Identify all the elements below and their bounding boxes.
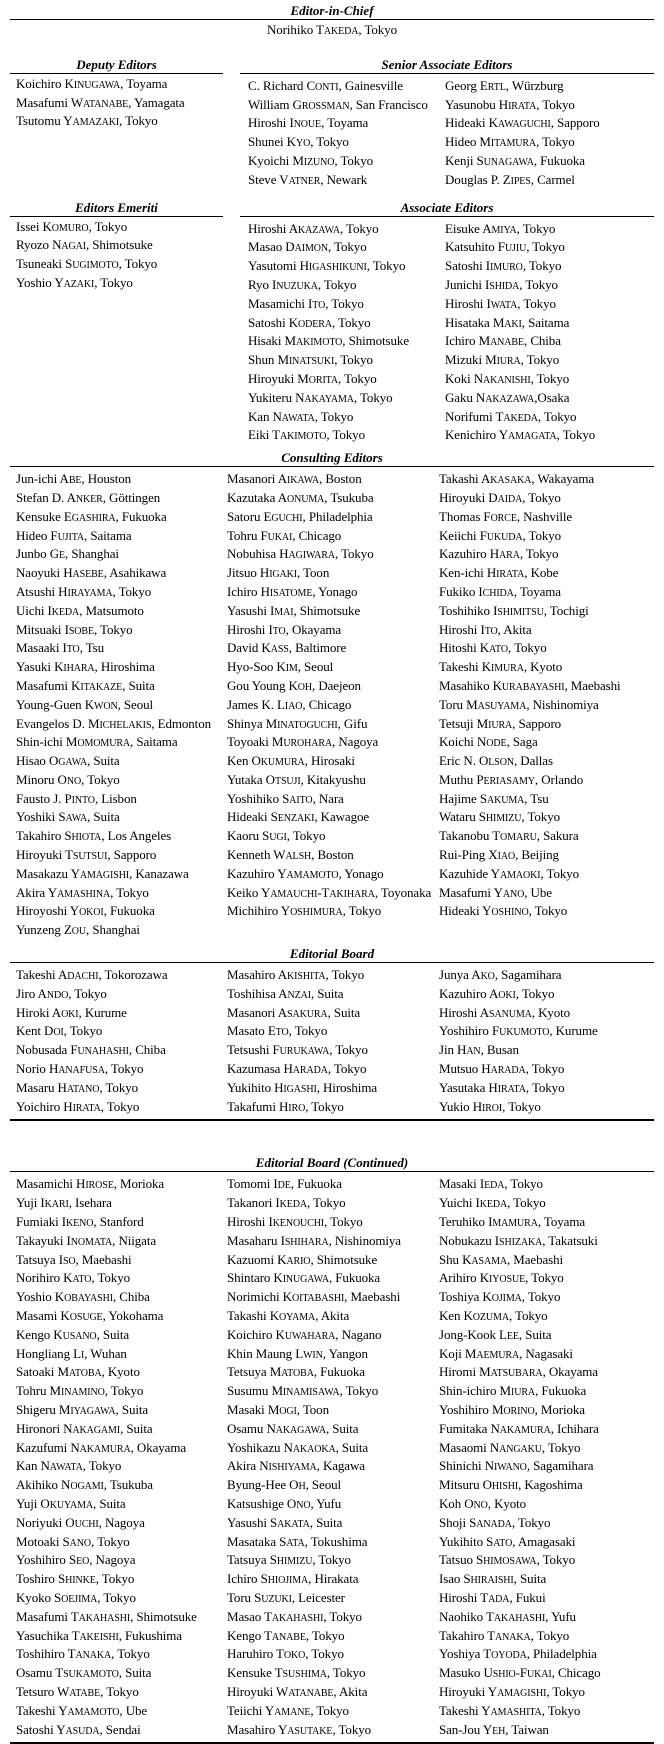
editor-entry: Masato ETO, Tokyo xyxy=(227,1023,328,1039)
editor-entry: Koichiro KUWAHARA, Nagano xyxy=(227,1326,382,1342)
editor-entry: Katsuhito FUJIU, Tokyo xyxy=(445,239,565,255)
editor-entry: Yoshiki SAWA, Suita xyxy=(16,809,120,825)
editor-entry: Toru SUZUKI, Leicester xyxy=(227,1589,345,1605)
editor-entry: Tetsuya MATOBA, Fukuoka xyxy=(227,1364,365,1380)
editor-entry: Fumiaki IKENO, Stanford xyxy=(16,1214,144,1230)
editor-entry: Hiroshi INOUE, Toyama xyxy=(248,115,369,131)
editor-entry: Shin-ichi MOMOMURA, Saitama xyxy=(16,734,178,750)
editor-entry: Hiroki AOKI, Kurume xyxy=(16,1004,127,1020)
editor-entry: Masuko USHIO-FUKAI, Chicago xyxy=(439,1665,601,1681)
editorial-board-continued-col-2 xyxy=(227,1174,439,1740)
editor-entry: Arihiro KIYOSUE, Tokyo xyxy=(439,1270,564,1286)
editor-entry: C. Richard CONTI, Gainesville xyxy=(248,77,403,93)
editor-entry: Koji MAEMURA, Nagasaki xyxy=(439,1345,573,1361)
editor-entry: Takeshi YAMAMOTO, Ube xyxy=(16,1702,148,1718)
editor-entry: Hajime SAKUMA, Tsu xyxy=(439,790,549,806)
editor-entry: Satoshi YASUDA, Sendai xyxy=(16,1721,141,1737)
editor-entry: Tetsushi FURUKAWA, Tokyo xyxy=(227,1042,368,1058)
editor-entry: Kan NAWATA, Tokyo xyxy=(16,1458,122,1474)
editor-entry: Takanori IKEDA, Tokyo xyxy=(227,1195,346,1211)
editor-entry: Tohru FUKAI, Chicago xyxy=(227,527,342,543)
editor-entry: Yoshikazu NAKAOKA, Suita xyxy=(227,1439,369,1455)
editor-entry: Atsushi HIRAYAMA, Tokyo xyxy=(16,583,152,599)
editor-entry: Yutaka OTSUJI, Kitakyushu xyxy=(227,771,366,787)
editor-entry: Tatsuya ISO, Maebashi xyxy=(16,1251,132,1267)
editor-entry: Masamichi ITO, Tokyo xyxy=(248,295,364,311)
section-editorial-board-continued xyxy=(10,1155,654,1744)
editor-entry: Michihiro YOSHIMURA, Tokyo xyxy=(227,903,382,919)
editorial-board-continued-columns xyxy=(10,1172,654,1740)
editor-entry: Tetsuji MIURA, Sapporo xyxy=(439,715,562,731)
editor-entry: Yunzeng ZOU, Shanghai xyxy=(16,922,140,938)
editor-entry: Satoru EGUCHI, Philadelphia xyxy=(227,508,373,524)
editor-entry: William GROSSMAN, San Francisco xyxy=(248,96,428,112)
editor-entry: Kazufumi NAKAMURA, Okayama xyxy=(16,1439,187,1455)
section-title-editorial-board: Editorial Board xyxy=(10,946,654,963)
editor-entry: Satoshi IIMURO, Tokyo xyxy=(445,258,562,274)
editor-entry: Hiroshi TADA, Fukui xyxy=(439,1589,546,1605)
editor-entry: Hiroshi IKENOUCHI, Tokyo xyxy=(227,1214,363,1230)
editor-entry: Yoshihiro MORINO, Morioka xyxy=(439,1402,585,1417)
editor-entry: Evangelos D. MICHELAKIS, Edmonton xyxy=(16,715,211,731)
editor-entry: Shintaro KINUGAWA, Fukuoka xyxy=(227,1270,381,1286)
editor-entry: Masakazu YAMAGISHI, Kanazawa xyxy=(16,865,189,881)
editor-entry: Yoshihiko SAITO, Nara xyxy=(227,790,344,806)
editor-entry: Hiromi MATSUBARA, Okayama xyxy=(439,1364,598,1380)
editor-entry: Eric N. OLSON, Dallas xyxy=(439,753,553,769)
editor-entry: Yasushi IMAI, Shimotsuke xyxy=(227,602,361,618)
editor-entry: Kenneth WALSH, Boston xyxy=(227,847,354,863)
band-emeriti-associate xyxy=(10,200,654,447)
editor-entry: Yuji IKARI, Isehara xyxy=(16,1195,112,1211)
editor-entry: Kazuhiro AOKI, Tokyo xyxy=(439,985,555,1001)
consulting-editors-columns xyxy=(10,467,654,941)
editor-entry: Hiroyoshi YOKOI, Fukuoka xyxy=(16,903,155,919)
editor-entry: Toshihiko ISHIMITSU, Tochigi xyxy=(439,602,589,618)
editor-entry: Haruhiro TOKO, Tokyo xyxy=(227,1646,344,1662)
editor-entry: Keiko YAMAUCHI-TAKIHARA, Toyonaka xyxy=(227,884,432,900)
editor-entry: Ken-ichi HIRATA, Kobe xyxy=(439,565,559,581)
consulting-editors-col-3 xyxy=(439,469,654,941)
editor-entry: Shunei KYO, Tokyo xyxy=(248,134,349,150)
editor-entry: Hiroshi ASANUMA, Kyoto xyxy=(439,1004,571,1020)
editor-entry: Takashi KOYAMA, Akita xyxy=(227,1308,350,1324)
senior-associate-editors-col-1 xyxy=(248,76,445,191)
editor-entry: Yukiteru NAKAYAMA, Tokyo xyxy=(248,389,393,405)
editor-entry: Junbo GE, Shanghai xyxy=(16,546,119,562)
editor-entry: Koichi NODE, Saga xyxy=(439,734,538,750)
editor-entry: Ken KOZUMA, Tokyo xyxy=(439,1308,548,1324)
editor-entry: Byung-Hee OH, Seoul xyxy=(227,1477,342,1493)
editor-entry: Ichiro HISATOME, Yonago xyxy=(227,583,358,599)
editor-entry: Osamu TSUKAMOTO, Suita xyxy=(16,1665,152,1681)
editor-entry: Isao SHIRAISHI, Suita xyxy=(439,1571,547,1587)
editor-entry: Kazuhiro YAMAMOTO, Yonago xyxy=(227,865,384,881)
editor-entry: Akira YAMASHINA, Tokyo xyxy=(16,884,149,900)
editor-entry: James K. LIAO, Chicago xyxy=(227,696,352,712)
editor-entry: Noriyuki OUCHI, Nagoya xyxy=(16,1514,145,1530)
editor-entry: Takeshi ADACHI, Tokorozawa xyxy=(16,967,168,983)
editor-entry: Tohru MINAMINO, Tokyo xyxy=(16,1383,144,1399)
editor-entry: Takashi AKASAKA, Wakayama xyxy=(439,471,595,487)
editor-entry: Hideaki KAWAGUCHI, Sapporo xyxy=(445,115,600,131)
editor-entry: Eiki TAKIMOTO, Tokyo xyxy=(248,427,365,443)
editor-entry: Ichiro SHIOJIMA, Hirakata xyxy=(227,1571,359,1587)
editor-entry: Akira NISHIYAMA, Kagawa xyxy=(227,1458,365,1474)
editor-entry: Kenji SUNAGAWA, Fukuoka xyxy=(445,152,585,168)
senior-associate-editors-col-2 xyxy=(445,76,654,191)
editorial-board-continued-col-1 xyxy=(16,1174,227,1740)
section-consulting-editors xyxy=(10,450,654,941)
editor-entry: Hideo MITAMURA, Tokyo xyxy=(445,134,575,150)
editor-entry: Steve VATNER, Newark xyxy=(248,171,368,187)
editor-entry: Hiroyuki TSUTSUI, Sapporo xyxy=(16,847,157,863)
editor-entry: Masaru HATANO, Tokyo xyxy=(16,1079,139,1095)
editor-entry: Issei KOMURO, Tokyo xyxy=(16,218,128,234)
editor-entry: Shoji SANADA, Tokyo xyxy=(439,1514,551,1530)
editor-entry: Yuichi IKEDA, Tokyo xyxy=(439,1195,546,1211)
editor-entry: Masahiro AKISHITA, Tokyo xyxy=(227,967,365,983)
editor-entry: Shigeru MIYAGAWA, Suita xyxy=(16,1402,149,1417)
consulting-editors-col-2 xyxy=(227,469,439,941)
editor-entry: Koh ONO, Kyoto xyxy=(439,1495,527,1511)
editor-entry: Masaki IEDA, Tokyo xyxy=(439,1176,543,1192)
editor-entry: Kensuke EGASHIRA, Fukuoka xyxy=(16,508,167,524)
editor-entry: Masamichi HIROSE, Morioka xyxy=(16,1176,165,1192)
editor-entry: Tomomi IDE, Fukuoka xyxy=(227,1176,342,1192)
editor-entry: Douglas P. ZIPES, Carmel xyxy=(445,171,575,187)
section-title-deputy-editors: Deputy Editors xyxy=(10,57,223,74)
editor-entry: Naohiko TAKAHASHI, Yufu xyxy=(439,1608,576,1624)
editor-entry: Norifumi TAKEDA, Tokyo xyxy=(445,408,577,424)
editor-entry: Shun MINATSUKI, Tokyo xyxy=(248,352,373,368)
editor-entry: Ryo INUZUKA, Tokyo xyxy=(248,276,357,292)
editor-entry: Mutsuo HARADA, Tokyo xyxy=(439,1061,565,1077)
editor-entry: Tetsuro WATABE, Tokyo xyxy=(16,1683,139,1699)
editorial-board-col-1 xyxy=(16,965,227,1117)
editor-entry: Mitsuru OHISHI, Kagoshima xyxy=(439,1477,583,1493)
editor-entry: Masaharu ISHIHARA, Nishinomiya xyxy=(227,1232,401,1248)
editor-entry: Hiroyuki MORITA, Tokyo xyxy=(248,370,377,386)
editor-entry: Jong-Kook LEE, Suita xyxy=(439,1326,552,1342)
editor-entry: Kaoru SUGI, Tokyo xyxy=(227,828,326,844)
editor-entry: Hideaki YOSHINO, Tokyo xyxy=(439,903,568,919)
editor-entry: Yuji OKUYAMA, Suita xyxy=(16,1495,126,1511)
editor-entry: Kazutaka AONUMA, Tsukuba xyxy=(227,489,374,505)
editor-entry: Motoaki SANO, Tokyo xyxy=(16,1533,130,1549)
editor-entry: Yoshio YAZAKI, Tokyo xyxy=(16,274,133,290)
editor-entry: Takahiro SHIOTA, Los Angeles xyxy=(16,828,172,844)
associate-editors-col-1 xyxy=(248,219,445,447)
editor-entry: Hiroshi IWATA, Tokyo xyxy=(445,295,556,311)
section-editor-in-chief xyxy=(10,3,654,41)
editor-entry: Jiro ANDO, Tokyo xyxy=(16,985,107,1001)
editor-entry: Hideaki SENZAKI, Kawagoe xyxy=(227,809,370,825)
editor-entry: Masao TAKAHASHI, Tokyo xyxy=(227,1608,362,1624)
editor-entry: Akihiko NOGAMI, Tsukuba xyxy=(16,1477,153,1493)
associate-editors-columns xyxy=(240,217,654,447)
editor-entry: Tsutomu YAMAZAKI, Tokyo xyxy=(16,113,158,129)
editor-entry: Kazuhide YAMAOKI, Tokyo xyxy=(439,865,580,881)
editor-entry: Yoshihiro FUKUMOTO, Kurume xyxy=(439,1023,598,1039)
editor-entry: Uichi IKEDA, Matsumoto xyxy=(16,602,144,618)
editor-entry: Hiroshi AKAZAWA, Tokyo xyxy=(248,220,379,236)
editor-entry: Thomas FORCE, Nashville xyxy=(439,508,573,524)
section-associate-editors xyxy=(240,200,654,447)
editor-entry: Gaku NAKAZAWA,Osaka xyxy=(445,389,570,405)
editor-entry: Hisao OGAWA, Suita xyxy=(16,753,120,769)
editor-entry: Masanori AIKAWA, Boston xyxy=(227,471,362,487)
editorial-board-col-2 xyxy=(227,965,439,1117)
band-deputy-senior xyxy=(10,57,654,191)
editor-entry: Yoichiro HIRATA, Tokyo xyxy=(16,1098,140,1114)
editor-entry: Yasutomi HIGASHIKUNI, Tokyo xyxy=(248,258,406,274)
section-title-consulting-editors: Consulting Editors xyxy=(10,450,654,467)
editor-entry: Stefan D. ANKER, Göttingen xyxy=(16,489,161,505)
editor-entry: Teiichi YAMANE, Tokyo xyxy=(227,1702,349,1718)
editor-entry: Koichiro KINUGAWA, Toyama xyxy=(16,75,168,91)
editor-entry: Junya AKO, Sagamihara xyxy=(439,967,562,983)
editor-entry: Takeshi KIMURA, Kyoto xyxy=(439,659,563,675)
editor-entry: Mizuki MIURA, Tokyo xyxy=(445,352,560,368)
editor-entry: Ichiro MANABE, Chiba xyxy=(445,333,561,349)
editor-entry: Teruhiko IMAMURA, Toyama xyxy=(439,1214,586,1230)
editor-entry: Masahiro YASUTAKE, Tokyo xyxy=(227,1721,372,1737)
editor-entry: Norihiro KATO, Tokyo xyxy=(16,1270,130,1286)
editor-entry: Yukio HIROI, Tokyo xyxy=(439,1098,541,1114)
editor-entry: Wataru SHIMIZU, Tokyo xyxy=(439,809,561,825)
editor-entry: Tatsuo SHIMOSAWA, Tokyo xyxy=(439,1552,576,1568)
editor-entry: Junichi ISHIDA, Tokyo xyxy=(445,276,558,292)
editor-entry: Masami KOSUGE, Yokohama xyxy=(16,1308,164,1324)
editor-entry: Yasunobu HIRATA, Tokyo xyxy=(445,96,575,112)
editor-entry: Minoru ONO, Tokyo xyxy=(16,771,120,787)
editor-entry: Fukiko ICHIDA, Toyama xyxy=(439,583,561,599)
editor-entry: Masataka SATA, Tokushima xyxy=(227,1533,368,1549)
editor-entry: Koki NAKANISHI, Tokyo xyxy=(445,370,570,386)
editor-entry: Kengo TANABE, Tokyo xyxy=(227,1627,345,1643)
editor-entry: Kenichiro YAMAGATA, Tokyo xyxy=(445,427,596,443)
editor-entry: Hideo FUJITA, Saitama xyxy=(16,527,132,543)
editor-entry: Fumitaka NAKAMURA, Ichihara xyxy=(439,1420,599,1436)
editorial-board-page xyxy=(0,3,664,1737)
editorial-board-col-3 xyxy=(439,965,654,1117)
editor-entry: Nobusada FUNAHASHI, Chiba xyxy=(16,1042,166,1058)
editor-entry: Tsuneaki SUGIMOTO, Tokyo xyxy=(16,256,158,272)
editor-entry: Hiroyuki DAIDA, Tokyo xyxy=(439,489,561,505)
editor-entry: Nobukazu ISHIZAKA, Takatsuki xyxy=(439,1232,598,1248)
editor-entry: Hiroshi ITO, Akita xyxy=(439,621,532,637)
editor-entry: Katsushige ONO, Yufu xyxy=(227,1495,342,1511)
editor-entry: Toru MASUYAMA, Nishinomiya xyxy=(439,696,599,712)
section-title-editor-in-chief: Editor-in-Chief xyxy=(10,3,654,20)
senior-associate-editors-columns xyxy=(240,74,654,191)
editor-entry: Norihiko TAKEDA, Tokyo xyxy=(266,22,397,37)
editor-entry: Masao DAIMON, Tokyo xyxy=(248,239,367,255)
editor-entry: Yasushi SAKATA, Suita xyxy=(227,1514,343,1530)
section-title-associate-editors: Associate Editors xyxy=(240,200,654,217)
editor-entry: Eisuke AMIYA, Tokyo xyxy=(445,220,556,236)
editor-entry: Shinya MINATOGUCHI, Gifu xyxy=(227,715,368,731)
editor-entry: Takayuki INOMATA, Niigata xyxy=(16,1232,157,1248)
editor-entry: Jitsuo HIGAKI, Toon xyxy=(227,565,330,581)
editor-entry: Hiroyuki WATANABE, Akita xyxy=(227,1683,368,1699)
editor-entry: Fausto J. PINTO, Lisbon xyxy=(16,790,137,806)
editor-entry: Kazuhiro HARA, Tokyo xyxy=(439,546,559,562)
editor-entry: Yasutaka HIRATA, Tokyo xyxy=(439,1079,565,1095)
editor-entry: Takahiro TANAKA, Tokyo xyxy=(439,1627,570,1643)
editor-entry: Satoaki MATOBA, Kyoto xyxy=(16,1364,140,1380)
editor-entry: Yukihito SATO, Amagasaki xyxy=(439,1533,576,1549)
editor-entry: Kazumasa HARADA, Tokyo xyxy=(227,1061,367,1077)
editor-entry: Kyoko SOEJIMA, Tokyo xyxy=(16,1589,136,1605)
editor-entry: Norimichi KOITABASHI, Maebashi xyxy=(227,1289,401,1305)
editor-entry: Takanobu TOMARU, Sakura xyxy=(439,828,579,844)
editor-entry: Hyo-Soo KIM, Seoul xyxy=(227,659,334,675)
editor-entry: Toshiro SHINKE, Tokyo xyxy=(16,1571,135,1587)
editor-entry: Hiroshi ITO, Okayama xyxy=(227,621,342,637)
section-editors-emeriti xyxy=(10,200,223,294)
editor-entry: Hitoshi KATO, Tokyo xyxy=(439,640,547,656)
editor-entry: Takafumi HIRO, Tokyo xyxy=(227,1098,344,1114)
editor-entry: Masafumi YANO, Ube xyxy=(439,884,552,900)
editor-entry: San-Jou YEH, Taiwan xyxy=(439,1721,549,1737)
associate-editors-col-2 xyxy=(445,219,654,447)
editor-entry: Ryozo NAGAI, Shimotsuke xyxy=(16,237,153,253)
section-senior-associate-editors xyxy=(240,57,654,191)
editor-entry: David KASS, Baltimore xyxy=(227,640,347,656)
editor-entry: Yasuchika TAKEISHI, Fukushima xyxy=(16,1627,182,1643)
editor-entry: Jin HAN, Busan xyxy=(439,1042,519,1058)
editor-entry: Tatsuya SHIMIZU, Tokyo xyxy=(227,1552,351,1568)
editor-entry: Masafumi TAKAHASHI, Shimotsuke xyxy=(16,1608,197,1624)
editor-entry: Masaomi NANGAKU, Tokyo xyxy=(439,1439,581,1455)
consulting-editors-col-1 xyxy=(16,469,227,941)
editor-entry: Yoshihiro SEO, Nagoya xyxy=(16,1552,136,1568)
editor-entry: Shinichi NIWANO, Sagamihara xyxy=(439,1458,594,1474)
editor-entry: Toshiya KOJIMA, Tokyo xyxy=(439,1289,561,1305)
editor-entry: Hironori NAKAGAMI, Suita xyxy=(16,1420,153,1436)
editor-entry: Masafumi KITAKAZE, Suita xyxy=(16,677,155,693)
editor-entry: Masafumi WATANABE, Yamagata xyxy=(16,94,185,110)
editor-in-chief-names xyxy=(10,20,654,41)
editor-entry: Yoshiya TOYODA, Philadelphia xyxy=(439,1646,597,1662)
deputy-editors-names xyxy=(10,74,223,132)
editor-entry: Yasuki KIHARA, Hiroshima xyxy=(16,659,155,675)
editor-entry: Toshihiro TANAKA, Tokyo xyxy=(16,1646,150,1662)
editor-entry: Kazuomi KARIO, Shimotsuke xyxy=(227,1251,378,1267)
section-title-editors-emeriti: Editors Emeriti xyxy=(10,200,223,217)
editor-entry: Ken OKUMURA, Hirosaki xyxy=(227,753,355,769)
editors-emeriti-names xyxy=(10,217,223,294)
section-deputy-editors xyxy=(10,57,223,132)
editor-entry: Khin Maung LWIN, Yangon xyxy=(227,1345,368,1361)
editor-entry: Masanori ASAKURA, Suita xyxy=(227,1004,361,1020)
editor-entry: Yoshio KOBAYASHI, Chiba xyxy=(16,1289,150,1305)
editor-entry: Kent DOI, Tokyo xyxy=(16,1023,103,1039)
editor-entry: Satoshi KODERA, Tokyo xyxy=(248,314,371,330)
editor-entry: Kyoichi MIZUNO, Tokyo xyxy=(248,152,374,168)
editor-entry: Young-Guen KWON, Seoul xyxy=(16,696,154,712)
editor-entry: Keiichi FUKUDA, Tokyo xyxy=(439,527,562,543)
editor-entry: Kensuke TSUSHIMA, Tokyo xyxy=(227,1665,366,1681)
section-title-editorial-board-continued: Editorial Board (Continued) xyxy=(10,1155,654,1172)
editor-entry: Toyoaki MUROHARA, Nagoya xyxy=(227,734,379,750)
editor-entry: Mitsuaki ISOBE, Tokyo xyxy=(16,621,133,637)
section-title-senior-associate-editors: Senior Associate Editors xyxy=(240,57,654,74)
editor-entry: Hisataka MAKI, Saitama xyxy=(445,314,570,330)
editor-entry: Gou Young KOH, Daejeon xyxy=(227,677,361,693)
editor-entry: Nobuhisa HAGIWARA, Tokyo xyxy=(227,546,374,562)
editor-entry: Hiroyuki YAMAGISHI, Tokyo xyxy=(439,1683,585,1699)
editorial-board-continued-col-3 xyxy=(439,1174,654,1740)
editor-entry: Toshihisa ANZAI, Suita xyxy=(227,985,344,1001)
editor-entry: Muthu PERIASAMY, Orlando xyxy=(439,771,584,787)
editor-entry: Norio HANAFUSA, Tokyo xyxy=(16,1061,144,1077)
editorial-board-columns xyxy=(10,963,654,1117)
editor-entry: Masaaki ITO, Tsu xyxy=(16,640,105,656)
editor-entry: Rui-Ping XIAO, Beijing xyxy=(439,847,559,863)
editor-entry: Masahiko KURABAYASHI, Maebashi xyxy=(439,677,621,693)
editor-entry: Yukihito HIGASHI, Hiroshima xyxy=(227,1079,378,1095)
editor-entry: Osamu NAKAGAWA, Suita xyxy=(227,1420,359,1436)
editor-entry: Susumu MINAMISAWA, Tokyo xyxy=(227,1383,379,1399)
editor-entry: Masaki MOGI, Toon xyxy=(227,1402,329,1417)
editor-entry: Shu KASAMA, Maebashi xyxy=(439,1251,564,1267)
editor-entry: Kengo KUSANO, Suita xyxy=(16,1326,130,1342)
editor-entry: Hisaki MAKIMOTO, Shimotsuke xyxy=(248,333,409,349)
section-editorial-board xyxy=(10,946,654,1121)
editor-entry: Takeshi YAMASHITA, Tokyo xyxy=(439,1702,581,1718)
editor-entry: Georg ERTL, Würzburg xyxy=(445,77,564,93)
editor-entry: Shin-ichiro MIURA, Fukuoka xyxy=(439,1383,587,1399)
editor-entry: Naoyuki HASEBE, Asahikawa xyxy=(16,565,167,581)
editor-entry: Jun-ichi ABE, Houston xyxy=(16,471,132,487)
editor-entry: Hongliang LI, Wuhan xyxy=(16,1345,127,1361)
editor-entry: Kan NAWATA, Tokyo xyxy=(248,408,354,424)
